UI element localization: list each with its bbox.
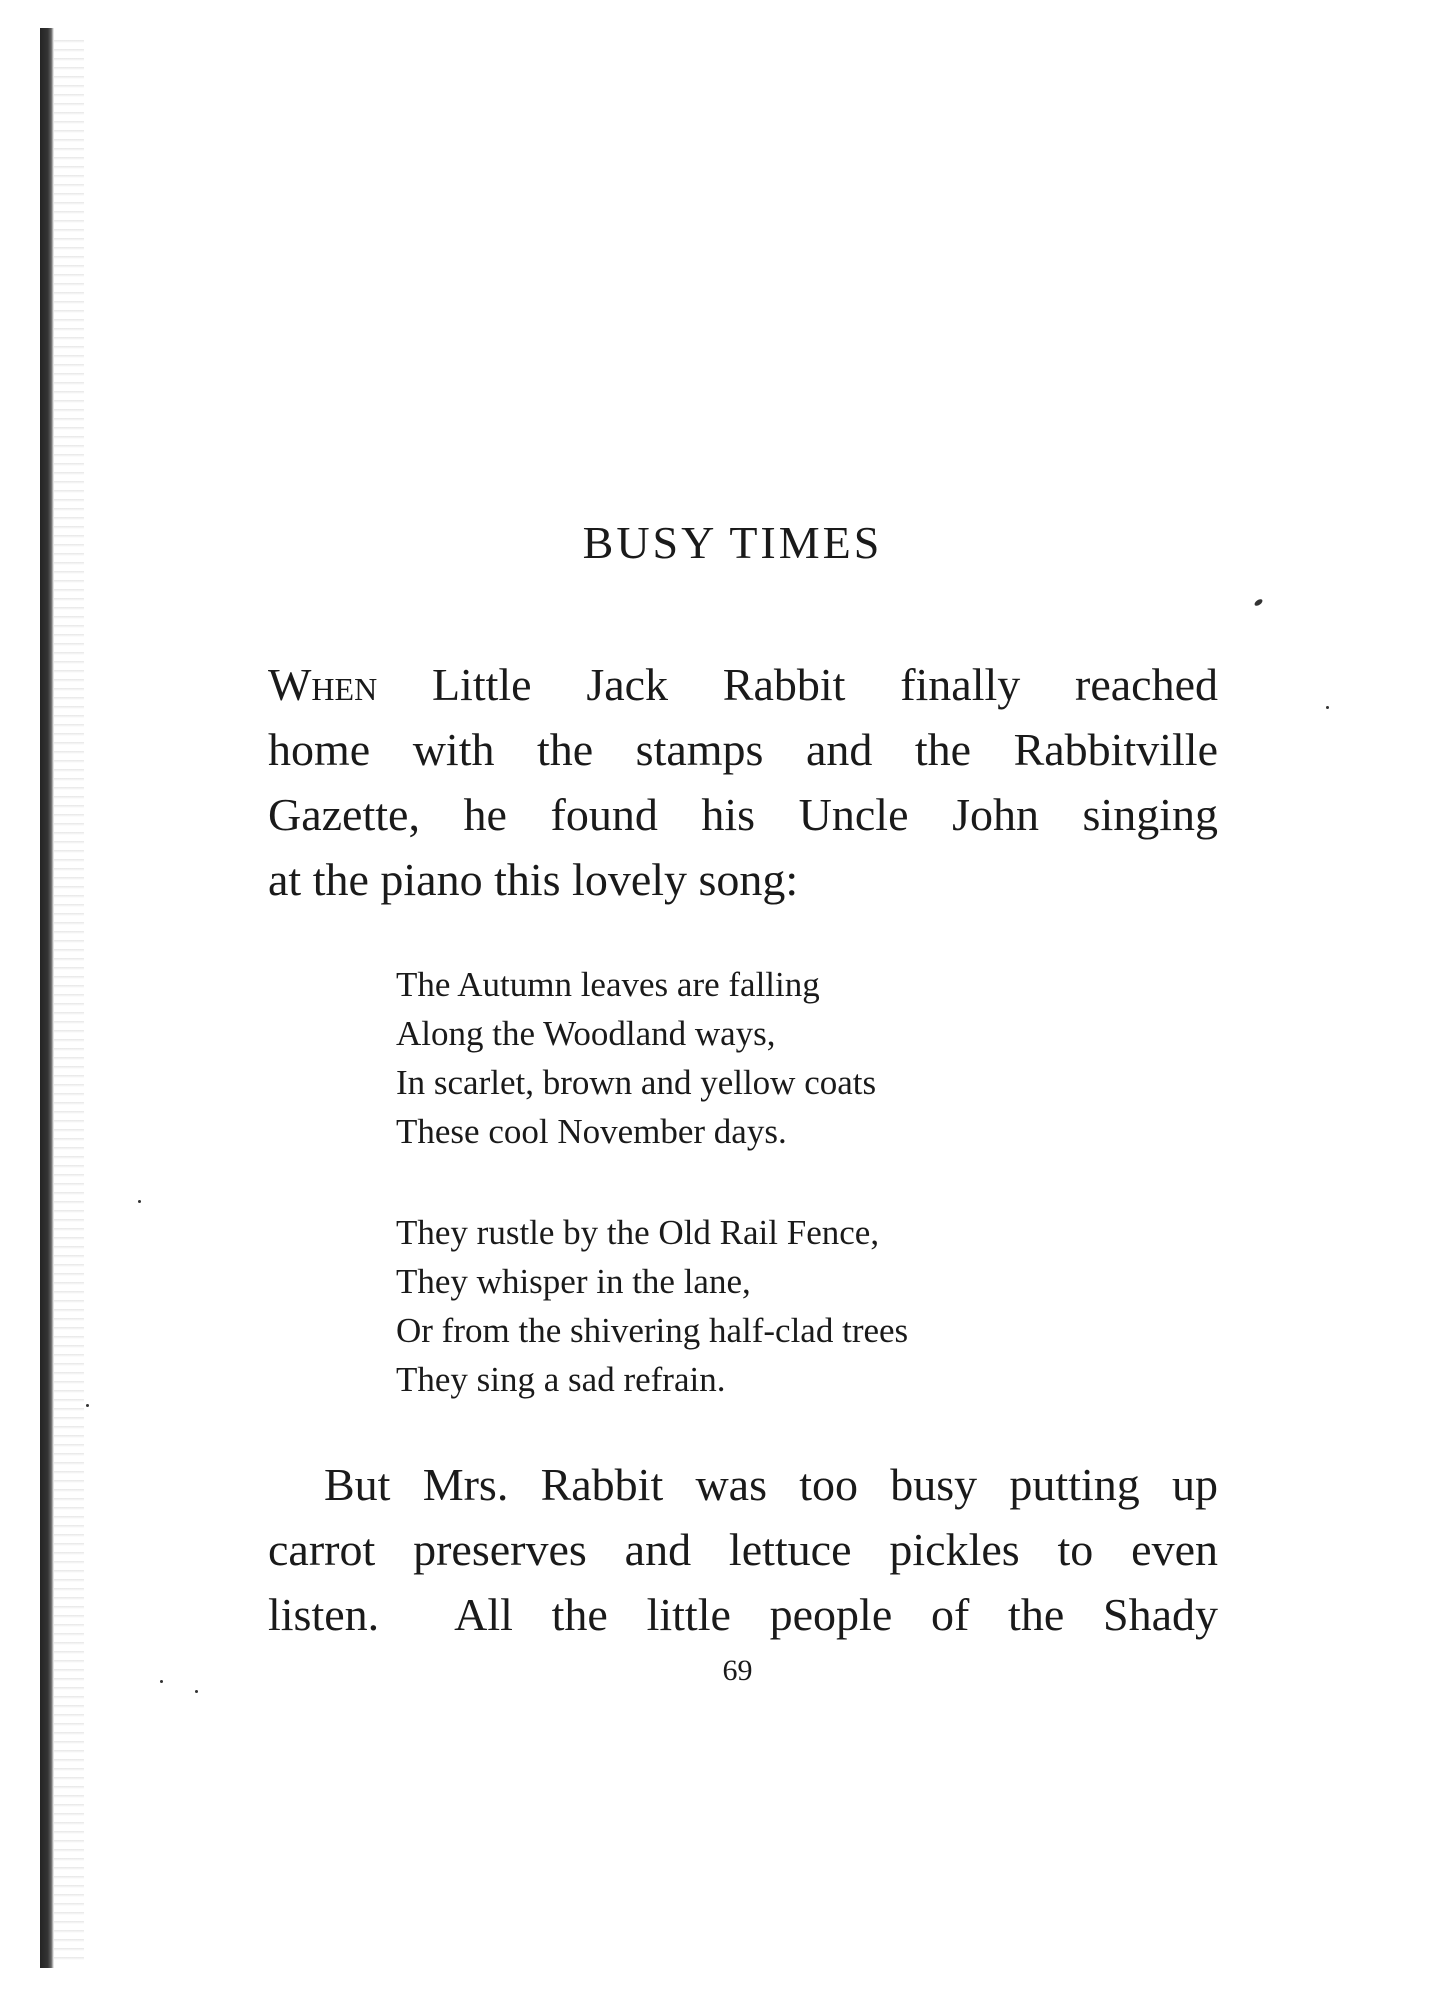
lead-word: When (268, 659, 378, 710)
song-stanza-1 (396, 960, 876, 1156)
paragraph-line: Gazette, he found his Uncle John singing (268, 789, 1218, 840)
scan-speck (138, 1200, 141, 1203)
paragraph-line: at the piano this lovely song: (268, 854, 799, 905)
scan-speck (195, 1690, 198, 1693)
opening-paragraph (268, 652, 1218, 912)
verse-line: Or from the shivering half-clad trees (396, 1311, 909, 1350)
scan-speck (1253, 598, 1263, 607)
verse-line: In scarlet, brown and yellow coats (396, 1063, 877, 1102)
chapter-title: BUSY TIMES (582, 517, 883, 568)
verse-line: They sing a sad refrain. (396, 1360, 726, 1399)
closing-paragraph (268, 1452, 1218, 1647)
song-stanza-2 (396, 1208, 908, 1404)
verse-line: These cool November days. (396, 1112, 787, 1151)
paragraph-line (268, 652, 1218, 717)
paragraph-line: carrot preserves and lettuce pickles to even (268, 1524, 1218, 1575)
paragraph-line: home with the stamps and the Rabbitville (268, 724, 1218, 775)
verse-line: The Autumn leaves are falling (396, 965, 820, 1004)
page-number: 69 (722, 1654, 753, 1687)
verse-line: They rustle by the Old Rail Fence, (396, 1213, 880, 1252)
verse-line: Along the Woodland ways, (396, 1014, 776, 1053)
scan-speck (1326, 706, 1329, 709)
scan-speck (86, 1404, 89, 1407)
paragraph-line: But Mrs. Rabbit was too busy putting up (324, 1459, 1218, 1510)
verse-line: They whisper in the lane, (396, 1262, 751, 1301)
paragraph-line: listen. All the little people of the Shady (268, 1589, 1218, 1640)
line-text: Little Jack Rabbit finally reached (431, 659, 1219, 710)
